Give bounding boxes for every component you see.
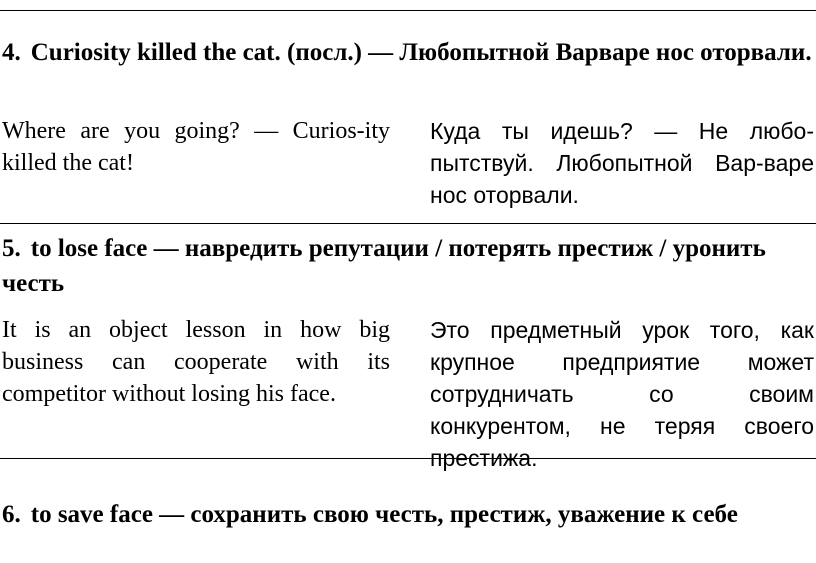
entry-6-heading <box>2 497 812 532</box>
entry-5-title: to lose face — навредить репутации / потерять престиж / уронить честь <box>2 235 766 297</box>
entry-6-number: 6. <box>2 501 21 528</box>
entry-5-example-en: It is an object lesson in how big business can cooperate with its competitor without losing his face. <box>2 317 390 407</box>
entry-4-example-en: Where are you going? — Curios-ity killed the cat! <box>2 118 390 176</box>
entry-5-example-ru: Это предметный урок того, как крупное предприятие может сотрудничать со своим конкурентом, не теряя своего престижа. <box>430 317 814 471</box>
top-rule <box>0 10 816 11</box>
entry-6-title: to save face — сохранить свою честь, престиж, уважение к себе <box>30 501 738 528</box>
entry-4-title: Curiosity killed the cat. (посл.) — Любопытной Варваре нос оторвали. <box>30 39 812 66</box>
entry-5-heading <box>2 231 812 301</box>
entry-4-number: 4. <box>2 39 21 66</box>
entry-5-rule <box>0 223 816 224</box>
entry-4-heading <box>2 35 812 70</box>
entry-4-example-ru: Куда ты идешь? — Не любо-пытствуй. Любопытной Вар-варе нос оторвали. <box>430 118 814 208</box>
entry-6-rule <box>0 458 816 459</box>
entry-5-number: 5. <box>2 235 21 262</box>
